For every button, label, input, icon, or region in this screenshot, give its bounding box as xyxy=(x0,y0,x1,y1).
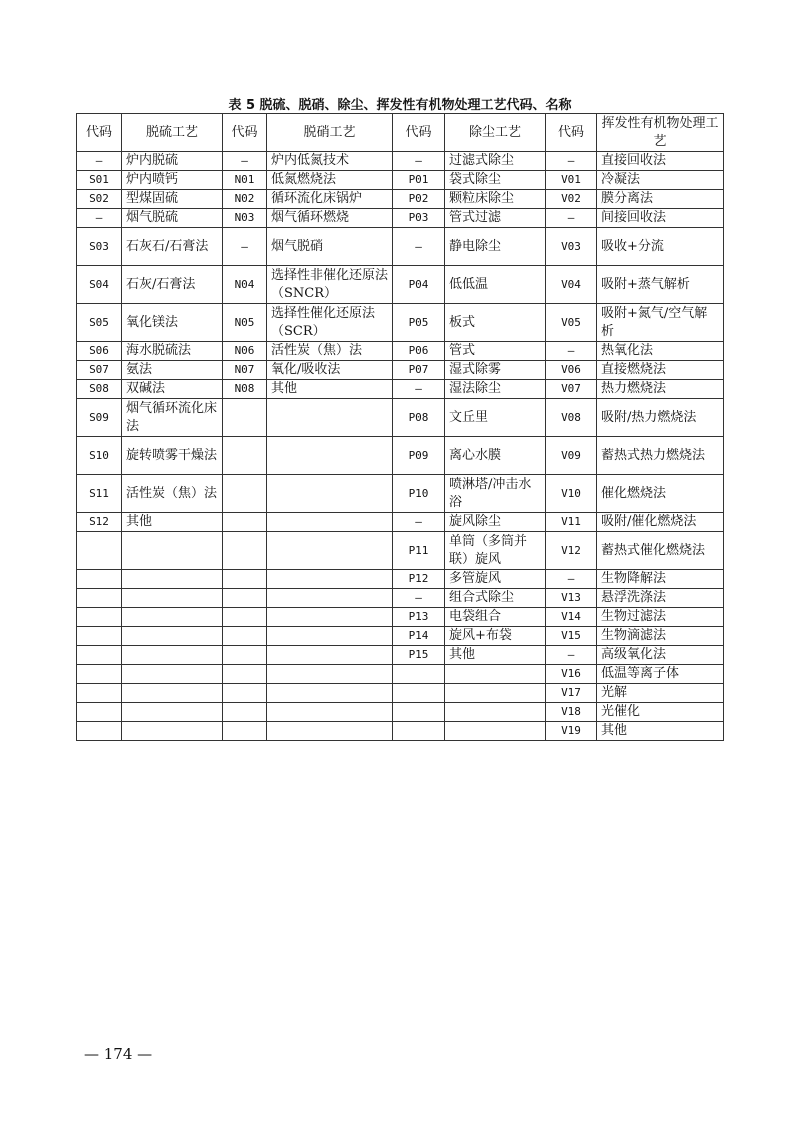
process-name-cell: 直接回收法 xyxy=(597,152,724,171)
process-name-cell xyxy=(122,627,223,646)
code-cell: — xyxy=(546,342,597,361)
code-cell: V05 xyxy=(546,304,597,342)
table-row xyxy=(77,703,724,722)
table-row xyxy=(77,513,724,532)
code-cell: — xyxy=(393,513,445,532)
code-cell xyxy=(77,608,122,627)
header-cell: 代码 xyxy=(77,114,122,152)
process-name-cell xyxy=(267,532,393,570)
code-cell xyxy=(223,627,267,646)
process-name-cell: 单筒（多筒并联）旋风 xyxy=(445,532,546,570)
process-name-cell: 吸附/催化燃烧法 xyxy=(597,513,724,532)
code-cell xyxy=(77,665,122,684)
code-cell xyxy=(223,703,267,722)
process-name-cell: 催化燃烧法 xyxy=(597,475,724,513)
process-name-cell: 循环流化床锅炉 xyxy=(267,190,393,209)
process-name-cell xyxy=(122,532,223,570)
code-cell: V06 xyxy=(546,361,597,380)
process-code-table xyxy=(76,113,724,741)
header-cell: 代码 xyxy=(393,114,445,152)
code-cell: P05 xyxy=(393,304,445,342)
process-name-cell: 文丘里 xyxy=(445,399,546,437)
code-cell: V04 xyxy=(546,266,597,304)
code-cell: P01 xyxy=(393,171,445,190)
table-row xyxy=(77,532,724,570)
code-cell: — xyxy=(393,380,445,399)
table-row xyxy=(77,627,724,646)
header-cell: 脱硝工艺 xyxy=(267,114,393,152)
process-name-cell: 袋式除尘 xyxy=(445,171,546,190)
table-row xyxy=(77,589,724,608)
process-name-cell: 静电除尘 xyxy=(445,228,546,266)
process-name-cell: 烟气脱硫 xyxy=(122,209,223,228)
process-name-cell xyxy=(267,589,393,608)
process-name-cell xyxy=(445,665,546,684)
process-name-cell: 烟气脱硝 xyxy=(267,228,393,266)
process-name-cell: 吸附+氮气/空气解析 xyxy=(597,304,724,342)
process-name-cell: 旋风+布袋 xyxy=(445,627,546,646)
code-cell: — xyxy=(546,570,597,589)
code-cell: V01 xyxy=(546,171,597,190)
code-cell xyxy=(223,608,267,627)
process-name-cell: 吸附+蒸气解析 xyxy=(597,266,724,304)
process-name-cell: 活性炭（焦）法 xyxy=(267,342,393,361)
code-cell: N04 xyxy=(223,266,267,304)
code-cell: V11 xyxy=(546,513,597,532)
process-name-cell xyxy=(445,684,546,703)
process-name-cell: 其他 xyxy=(445,646,546,665)
process-name-cell xyxy=(267,570,393,589)
process-name-cell: 石灰/石膏法 xyxy=(122,266,223,304)
process-name-cell: 光解 xyxy=(597,684,724,703)
code-cell: P09 xyxy=(393,437,445,475)
code-cell: P07 xyxy=(393,361,445,380)
code-cell: S10 xyxy=(77,437,122,475)
table-row xyxy=(77,171,724,190)
process-name-cell: 低低温 xyxy=(445,266,546,304)
code-cell xyxy=(223,646,267,665)
code-cell xyxy=(77,646,122,665)
code-cell: S04 xyxy=(77,266,122,304)
process-name-cell: 过滤式除尘 xyxy=(445,152,546,171)
process-name-cell xyxy=(267,475,393,513)
process-name-cell: 喷淋塔/冲击水浴 xyxy=(445,475,546,513)
process-name-cell: 高级氧化法 xyxy=(597,646,724,665)
code-cell xyxy=(223,722,267,741)
code-cell: N03 xyxy=(223,209,267,228)
code-cell xyxy=(77,722,122,741)
code-cell: V13 xyxy=(546,589,597,608)
code-cell: V17 xyxy=(546,684,597,703)
table-caption: 表 5 脱硫、脱硝、除尘、挥发性有机物处理工艺代码、名称 xyxy=(228,98,572,113)
process-name-cell: 海水脱硫法 xyxy=(122,342,223,361)
process-name-cell: 烟气循环流化床法 xyxy=(122,399,223,437)
process-name-cell: 选择性非催化还原法（SNCR） xyxy=(267,266,393,304)
code-cell: S07 xyxy=(77,361,122,380)
table-row xyxy=(77,608,724,627)
table-row xyxy=(77,304,724,342)
table-row xyxy=(77,266,724,304)
process-name-cell: 膜分离法 xyxy=(597,190,724,209)
code-cell: S12 xyxy=(77,513,122,532)
header-cell: 挥发性有机物处理工艺 xyxy=(597,114,724,152)
process-name-cell: 选择性催化还原法（SCR） xyxy=(267,304,393,342)
code-cell: S09 xyxy=(77,399,122,437)
code-cell xyxy=(77,627,122,646)
process-name-cell: 炉内脱硫 xyxy=(122,152,223,171)
process-name-cell xyxy=(122,589,223,608)
code-cell xyxy=(223,475,267,513)
table-row xyxy=(77,684,724,703)
process-name-cell: 组合式除尘 xyxy=(445,589,546,608)
code-cell: S08 xyxy=(77,380,122,399)
code-cell: V14 xyxy=(546,608,597,627)
header-cell: 除尘工艺 xyxy=(445,114,546,152)
process-name-cell: 直接燃烧法 xyxy=(597,361,724,380)
process-name-cell xyxy=(122,646,223,665)
code-cell: P13 xyxy=(393,608,445,627)
process-name-cell: 生物滴滤法 xyxy=(597,627,724,646)
process-name-cell: 氧化/吸收法 xyxy=(267,361,393,380)
table-row xyxy=(77,437,724,475)
code-cell: S02 xyxy=(77,190,122,209)
table-row xyxy=(77,722,724,741)
code-cell xyxy=(393,665,445,684)
code-cell: N01 xyxy=(223,171,267,190)
process-name-cell: 板式 xyxy=(445,304,546,342)
table-row xyxy=(77,361,724,380)
code-cell: S05 xyxy=(77,304,122,342)
process-name-cell: 其他 xyxy=(267,380,393,399)
process-name-cell: 其他 xyxy=(122,513,223,532)
process-name-cell: 湿式除雾 xyxy=(445,361,546,380)
process-name-cell: 管式过滤 xyxy=(445,209,546,228)
code-cell xyxy=(77,589,122,608)
code-cell: — xyxy=(223,152,267,171)
code-cell xyxy=(223,684,267,703)
process-name-cell: 双碱法 xyxy=(122,380,223,399)
table-row xyxy=(77,475,724,513)
code-cell: P15 xyxy=(393,646,445,665)
process-name-cell xyxy=(267,608,393,627)
code-cell xyxy=(393,684,445,703)
process-name-cell xyxy=(267,627,393,646)
process-name-cell xyxy=(122,665,223,684)
process-name-cell xyxy=(122,608,223,627)
table-header-row xyxy=(77,114,724,152)
process-name-cell: 烟气循环燃烧 xyxy=(267,209,393,228)
process-name-cell xyxy=(267,513,393,532)
code-cell: P11 xyxy=(393,532,445,570)
process-name-cell: 炉内喷钙 xyxy=(122,171,223,190)
process-name-cell xyxy=(267,722,393,741)
code-cell: — xyxy=(546,152,597,171)
code-cell xyxy=(77,532,122,570)
code-cell: V08 xyxy=(546,399,597,437)
process-name-cell: 多管旋风 xyxy=(445,570,546,589)
code-cell: S06 xyxy=(77,342,122,361)
code-cell: N08 xyxy=(223,380,267,399)
process-name-cell xyxy=(122,703,223,722)
code-cell: V16 xyxy=(546,665,597,684)
process-name-cell: 冷凝法 xyxy=(597,171,724,190)
process-name-cell: 颗粒床除尘 xyxy=(445,190,546,209)
code-cell: V09 xyxy=(546,437,597,475)
table-row xyxy=(77,209,724,228)
process-name-cell: 其他 xyxy=(597,722,724,741)
process-name-cell: 间接回收法 xyxy=(597,209,724,228)
process-name-cell: 低温等离子体 xyxy=(597,665,724,684)
process-name-cell xyxy=(122,684,223,703)
process-name-cell xyxy=(267,399,393,437)
code-cell: S03 xyxy=(77,228,122,266)
process-name-cell: 热力燃烧法 xyxy=(597,380,724,399)
process-name-cell: 石灰石/石膏法 xyxy=(122,228,223,266)
table-row xyxy=(77,342,724,361)
process-name-cell: 吸附/热力燃烧法 xyxy=(597,399,724,437)
process-name-cell: 蓄热式催化燃烧法 xyxy=(597,532,724,570)
code-cell xyxy=(223,399,267,437)
code-cell xyxy=(223,589,267,608)
table-row xyxy=(77,228,724,266)
code-cell: V18 xyxy=(546,703,597,722)
code-cell xyxy=(77,570,122,589)
code-cell: P12 xyxy=(393,570,445,589)
process-name-cell: 悬浮洗涤法 xyxy=(597,589,724,608)
process-name-cell xyxy=(267,684,393,703)
process-name-cell: 湿法除尘 xyxy=(445,380,546,399)
code-cell: N05 xyxy=(223,304,267,342)
code-cell: V15 xyxy=(546,627,597,646)
header-cell: 脱硫工艺 xyxy=(122,114,223,152)
process-name-cell: 光催化 xyxy=(597,703,724,722)
table-row xyxy=(77,646,724,665)
process-name-cell: 旋转喷雾干燥法 xyxy=(122,437,223,475)
code-cell: V03 xyxy=(546,228,597,266)
code-cell: V19 xyxy=(546,722,597,741)
process-name-cell: 生物降解法 xyxy=(597,570,724,589)
process-name-cell: 离心水膜 xyxy=(445,437,546,475)
process-name-cell: 电袋组合 xyxy=(445,608,546,627)
process-name-cell xyxy=(267,703,393,722)
process-name-cell: 低氮燃烧法 xyxy=(267,171,393,190)
code-cell xyxy=(223,513,267,532)
code-cell: — xyxy=(546,209,597,228)
process-name-cell: 氧化镁法 xyxy=(122,304,223,342)
process-name-cell xyxy=(122,570,223,589)
code-cell: P06 xyxy=(393,342,445,361)
process-name-cell: 型煤固硫 xyxy=(122,190,223,209)
code-cell xyxy=(223,570,267,589)
process-name-cell xyxy=(267,665,393,684)
process-name-cell xyxy=(445,703,546,722)
code-cell: — xyxy=(393,589,445,608)
code-cell xyxy=(77,684,122,703)
process-name-cell: 活性炭（焦）法 xyxy=(122,475,223,513)
code-cell: P02 xyxy=(393,190,445,209)
table-row xyxy=(77,570,724,589)
process-name-cell xyxy=(122,722,223,741)
code-cell xyxy=(223,437,267,475)
code-cell: N07 xyxy=(223,361,267,380)
process-name-cell: 旋风除尘 xyxy=(445,513,546,532)
code-cell: S11 xyxy=(77,475,122,513)
code-cell: N06 xyxy=(223,342,267,361)
table-row xyxy=(77,399,724,437)
code-cell: — xyxy=(546,646,597,665)
process-name-cell: 管式 xyxy=(445,342,546,361)
code-cell: — xyxy=(77,209,122,228)
header-cell: 代码 xyxy=(223,114,267,152)
table-row xyxy=(77,665,724,684)
table-row xyxy=(77,152,724,171)
process-name-cell: 吸收+分流 xyxy=(597,228,724,266)
header-cell: 代码 xyxy=(546,114,597,152)
table-row xyxy=(77,190,724,209)
code-cell: N02 xyxy=(223,190,267,209)
code-cell xyxy=(393,722,445,741)
process-name-cell xyxy=(267,437,393,475)
process-name-cell: 热氧化法 xyxy=(597,342,724,361)
code-cell: P10 xyxy=(393,475,445,513)
code-cell: — xyxy=(223,228,267,266)
code-cell: V07 xyxy=(546,380,597,399)
process-name-cell xyxy=(267,646,393,665)
code-cell: V12 xyxy=(546,532,597,570)
process-name-cell: 蓄热式热力燃烧法 xyxy=(597,437,724,475)
code-cell: P08 xyxy=(393,399,445,437)
code-cell: V10 xyxy=(546,475,597,513)
process-name-cell xyxy=(445,722,546,741)
code-cell xyxy=(77,703,122,722)
code-cell: — xyxy=(393,228,445,266)
code-cell: — xyxy=(393,152,445,171)
code-cell: P03 xyxy=(393,209,445,228)
process-name-cell: 生物过滤法 xyxy=(597,608,724,627)
code-cell: S01 xyxy=(77,171,122,190)
code-cell: P14 xyxy=(393,627,445,646)
code-cell: — xyxy=(77,152,122,171)
code-cell: V02 xyxy=(546,190,597,209)
page-number: — 174 — xyxy=(84,1045,153,1063)
code-cell: P04 xyxy=(393,266,445,304)
code-cell xyxy=(223,532,267,570)
process-name-cell: 炉内低氮技术 xyxy=(267,152,393,171)
code-cell xyxy=(393,703,445,722)
process-name-cell: 氨法 xyxy=(122,361,223,380)
table-row xyxy=(77,380,724,399)
code-cell xyxy=(223,665,267,684)
